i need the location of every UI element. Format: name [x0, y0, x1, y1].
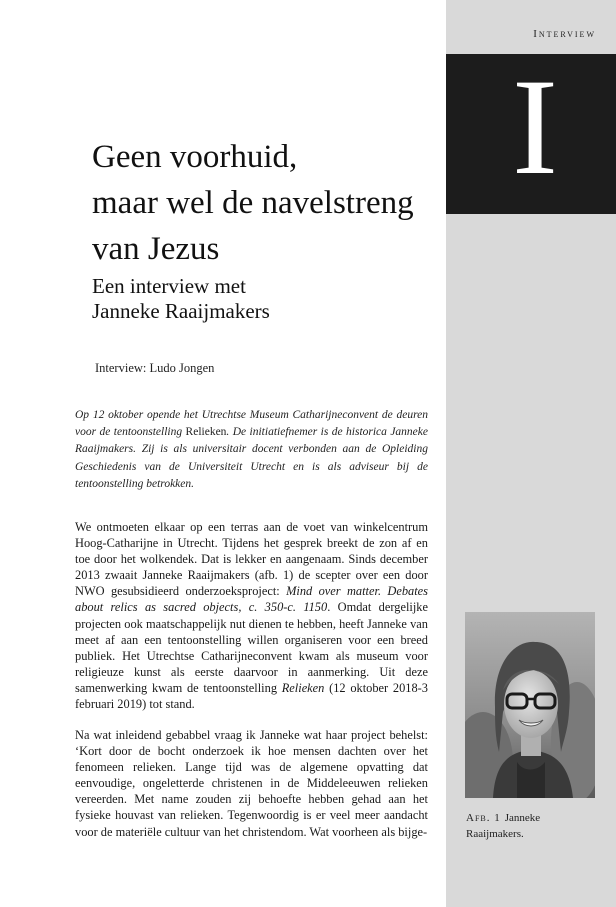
article-subtitle [92, 274, 432, 324]
project-title: Mind over matter. Debates about relics as sacred objects, c. 350-c. 1150 [75, 584, 429, 615]
subtitle-line: Janneke Raaijmakers [92, 299, 270, 323]
figure-label: Afb. 1 [466, 812, 501, 824]
exhibition-name: Relieken [281, 680, 325, 695]
title-line: Geen voorhuid, [92, 139, 298, 175]
lead-text: Op 12 oktober opende het Utrechtse Museum Catharijneconvent de deuren voor de tentoonstelling [75, 409, 428, 439]
body-paragraph [75, 519, 428, 712]
byline: Interview: Ludo Jongen [95, 361, 215, 375]
chapter-marker [446, 50, 616, 214]
chapter-letter: I [512, 50, 558, 203]
title-line: van Jezus [92, 231, 220, 267]
subtitle-line: Een interview met [92, 274, 246, 298]
body-paragraph: Na wat inleidend gebabbel vraag ik Janneke wat haar project behelst: ‘Kort door de bocht onderzoek ik hoe mensen dachten over het fenomeen relieken. Lange tijd was de algemene opvatting dat eenvoudige, ongeletterde christenen in de Middeleeuwen relieken vereerden. Met name zouden zij behoefte hebben gehad aan het fysieke houvast van relieken. Tegenwoordig is er veel meer aandacht voor de materiële cultuur van het christendom. Wat voorheen als bijge- [75, 728, 428, 839]
lead-text: . De initiatiefnemer is de historica Janneke Raaijmakers. Zij is als universitair docent verbonden aan de Opleiding Geschiedenis van de Universiteit Utrecht en is als adviseur bij de tentoonstelling betrokken. [75, 426, 428, 490]
caption-text: Janneke Raaijmakers. [466, 812, 541, 840]
lead-paragraph [75, 407, 428, 493]
photo-caption [466, 810, 584, 842]
body-text: We ontmoeten elkaar op een terras aan de voet van winkelcentrum Hoog-Catharijne in Utrecht. Tijdens het gesprek breekt de zon af en toe door het wolkendek. Dat is lekker en aangenaam. Sinds december 2013 zwaait Janneke Raaijmakers (afb. 1) de scepter over een door NWO gesubsidieerd onderzoeksproject: [75, 520, 428, 599]
title-line: maar wel de navelstreng [92, 185, 414, 221]
article-title [92, 134, 442, 272]
section-label: Interview [533, 28, 596, 40]
body-text: (12 oktober 2018-3 februari 2019) tot stand. [75, 680, 428, 712]
exhibition-name: Relieken [185, 426, 227, 439]
portrait-photo [465, 612, 595, 798]
body-text: . Omdat dergelijke projecten ook maatschappelijk nut dienen te hebben, heeft Janneke van meet af aan een tentoonstelling willen organiseren voor een breed publiek. Het Utrechtse Catharijneconvent kwam als museum voor religieuze kunst als eerste daarvoor in aanmerking. Uit deze samenwerking kwam de tentoonstelling [75, 600, 428, 695]
